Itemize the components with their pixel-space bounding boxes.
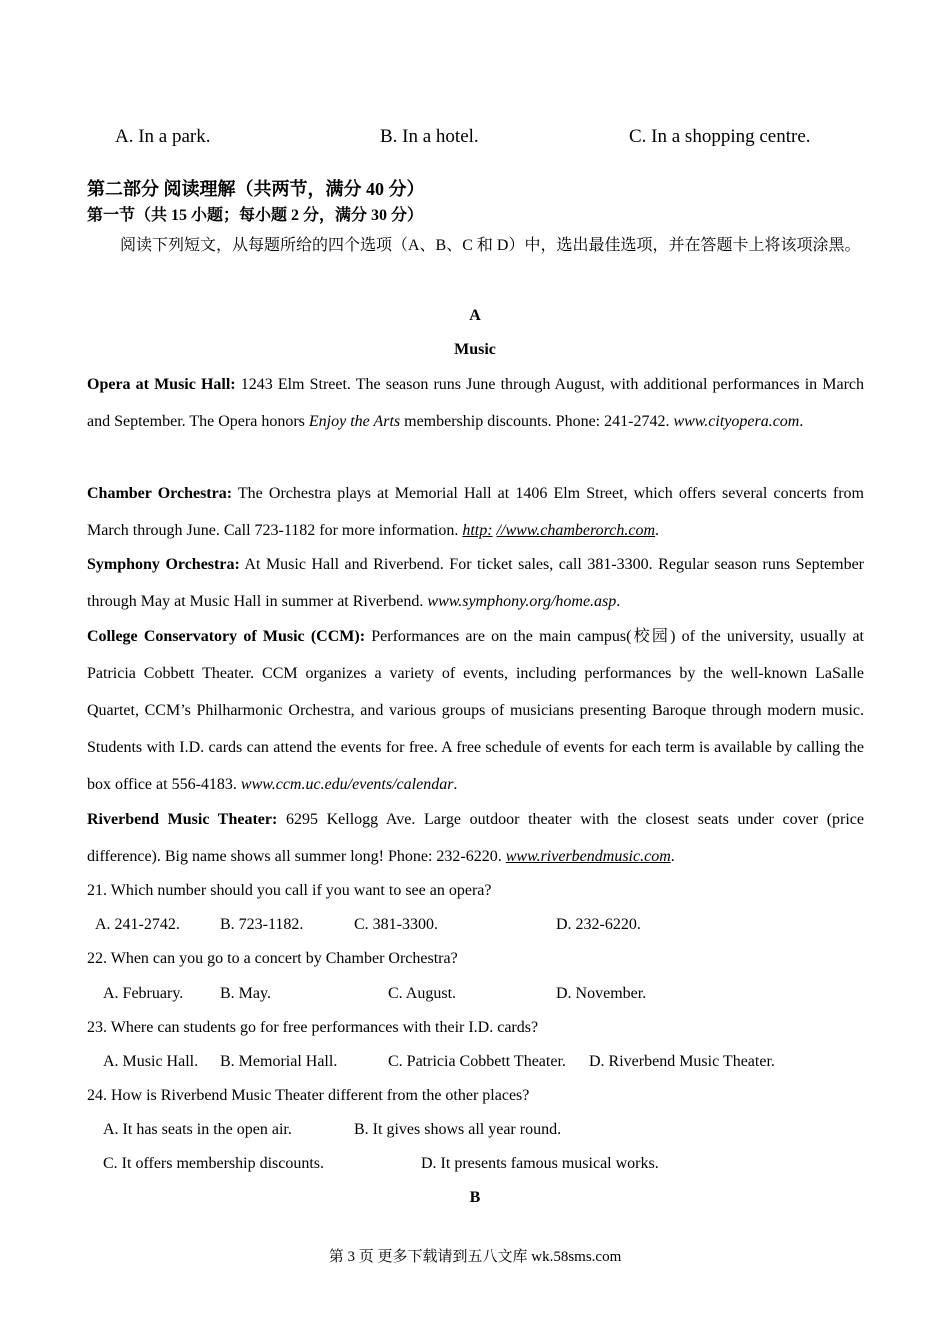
q23-option-a: A. Music Hall. bbox=[103, 1053, 199, 1070]
url-link[interactable]: www.riverbendmusic.com bbox=[505, 848, 671, 865]
q24-option-c: C. It offers membership discounts. bbox=[103, 1155, 325, 1172]
q23-option-b: B. Memorial Hall. bbox=[220, 1053, 338, 1070]
option-c: C. In a shopping centre. bbox=[629, 126, 811, 147]
page-footer: 第 3 页 更多下载请到五八文库 wk.58sms.com bbox=[328, 1249, 622, 1265]
passage-letter-b: B bbox=[469, 1189, 481, 1206]
section-heading: 第一节（共 15 小题；每小题 2 分，满分 30 分） bbox=[87, 207, 424, 224]
question-22: 22. When can you go to a concert by Chamber Orchestra? bbox=[87, 950, 458, 967]
q23-option-d: D. Riverbend Music Theater. bbox=[589, 1053, 775, 1070]
paragraph-riverbend: Riverbend Music Theater: 6295 Kellogg Ave. Large outdoor theater with the closest seats under cover (price difference). Big name shows all summer long! Phone: 232-6220. www.riverbendmusic.com. bbox=[87, 811, 865, 865]
q22-option-a: A. February. bbox=[103, 985, 184, 1002]
question-24: 24. How is Riverbend Music Theater different from the other places? bbox=[87, 1087, 530, 1104]
instructions: 阅读下列短文，从每题所给的四个选项（A、B、C 和 D）中，选出最佳选项，并在答题卡上将该项涂黑。 bbox=[120, 237, 861, 254]
venue-name: Opera at Music Hall: bbox=[87, 376, 236, 393]
venue-name: Riverbend Music Theater: bbox=[87, 811, 278, 828]
paragraph-chamber: Chamber Orchestra: The Orchestra plays at Memorial Hall at 1406 Elm Street, which offers several concerts from March through June. Call 723-1182 for more information. http: //www.chamberorch.com. bbox=[87, 485, 864, 539]
q21-option-c: C. 381-3300. bbox=[354, 916, 438, 933]
q22-option-d: D. November. bbox=[556, 985, 647, 1002]
url-link[interactable]: http: bbox=[462, 522, 493, 539]
option-a: A. In a park. bbox=[115, 126, 211, 147]
q24-option-d: D. It presents famous musical works. bbox=[421, 1155, 659, 1172]
q21-option-d: D. 232-6220. bbox=[556, 916, 641, 933]
question-23: 23. Where can students go for free performances with their I.D. cards? bbox=[87, 1019, 539, 1036]
url-link[interactable]: www.ccm.uc.edu/events/calendar bbox=[240, 776, 454, 793]
url-link[interactable]: //www.chamberorch.com bbox=[496, 522, 656, 539]
venue-name: Symphony Orchestra: bbox=[87, 556, 240, 573]
venue-name: Chamber Orchestra: bbox=[87, 485, 233, 502]
option-b: B. In a hotel. bbox=[380, 126, 479, 147]
question-21: 21. Which number should you call if you want to see an opera? bbox=[87, 882, 492, 899]
paragraph-opera: Opera at Music Hall: 1243 Elm Street. The season runs June through August, with additional performances in March and September. The Opera honors Enjoy the Arts membership discounts. Phone: 241-2742. www.cityopera.com. bbox=[87, 376, 865, 430]
part-heading: 第二部分 阅读理解（共两节，满分 40 分） bbox=[87, 179, 425, 199]
url-link[interactable]: www.symphony.org/home.asp bbox=[427, 593, 617, 610]
paragraph-ccm: College Conservatory of Music (CCM): Performances are on the main campus(校园) of the university, usually at Patricia Cobbett Theater. CCM organizes a variety of events, including performances by the well-known LaSalle Quartet, CCM’s Philharmonic Orchestra, and various groups of musicians presenting Baroque through modern music. Students with I.D. cards can attend the events for free. A free schedule of events for each term is available by calling the box office at 556-4183. www.ccm.uc.edu/events/calendar. bbox=[87, 628, 864, 793]
q21-option-b: B. 723-1182. bbox=[220, 916, 304, 933]
q23-option-c: C. Patricia Cobbett Theater. bbox=[388, 1053, 566, 1070]
q24-option-b: B. It gives shows all year round. bbox=[354, 1121, 562, 1138]
q21-option-a: A. 241-2742. bbox=[95, 916, 180, 933]
paragraph-symphony: Symphony Orchestra: At Music Hall and Riverbend. For ticket sales, call 381-3300. Regular season runs September through May at Music Hall in summer at Riverbend. www.symphony.org/home.asp. bbox=[87, 556, 865, 610]
venue-name: College Conservatory of Music (CCM): bbox=[87, 628, 366, 645]
url-link[interactable]: www.cityopera.com bbox=[673, 413, 800, 430]
passage-letter-a: A bbox=[469, 307, 481, 324]
q22-option-b: B. May. bbox=[220, 985, 271, 1002]
passage-title: Music bbox=[454, 341, 496, 358]
q24-option-a: A. It has seats in the open air. bbox=[103, 1121, 292, 1138]
q22-option-c: C. August. bbox=[388, 985, 457, 1002]
